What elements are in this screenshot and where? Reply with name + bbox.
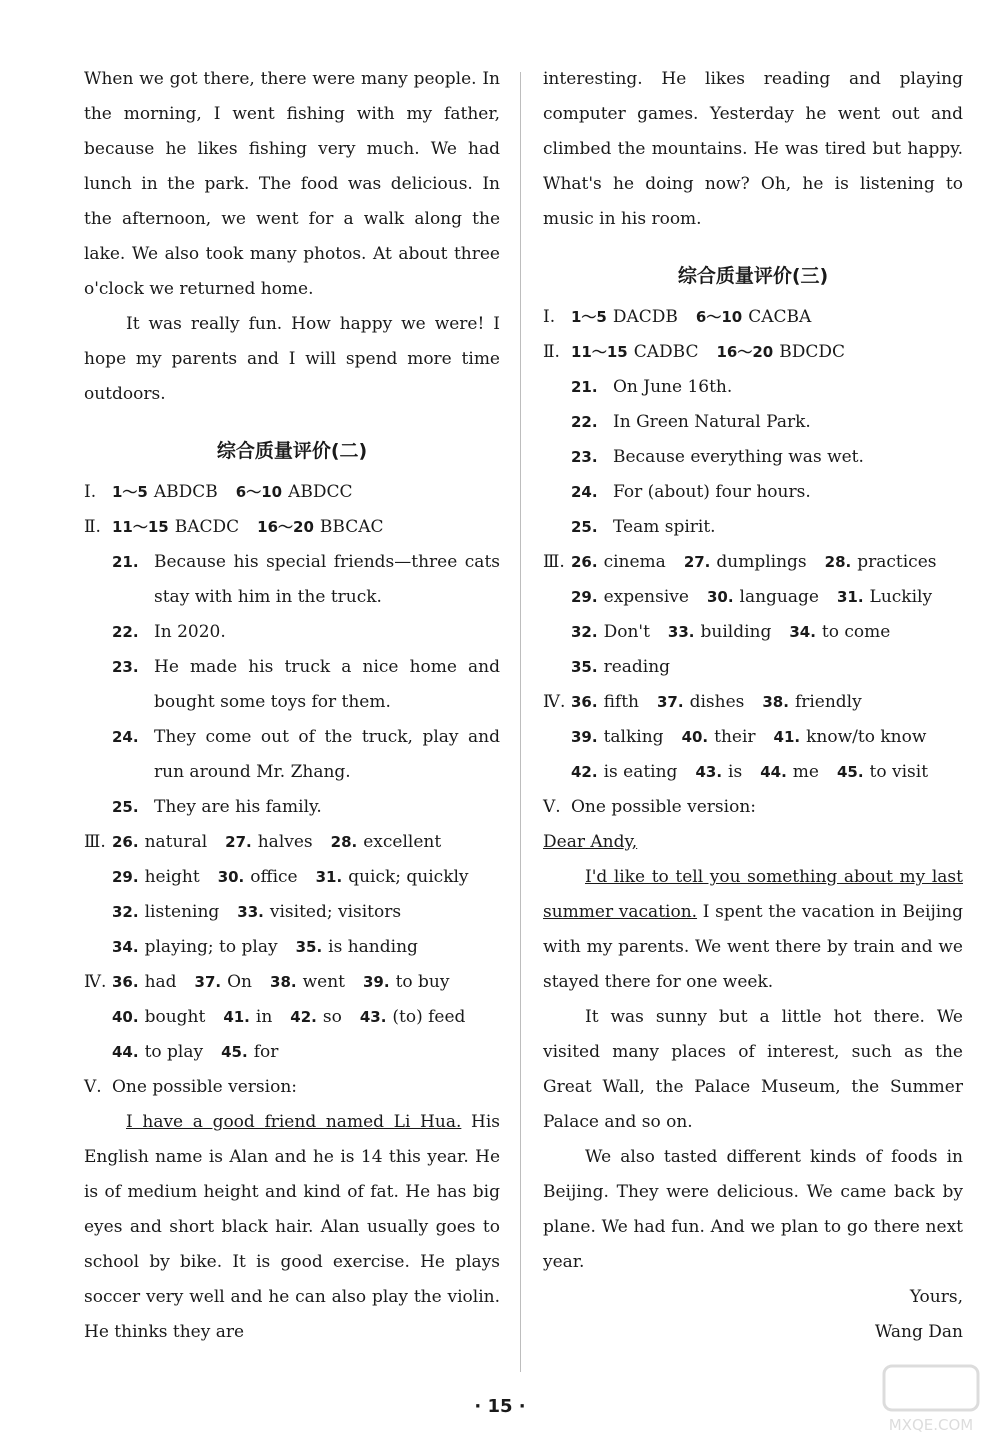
question-number: 40. bbox=[112, 1008, 139, 1026]
answer-text: office bbox=[250, 867, 298, 887]
question-number: 35. bbox=[571, 658, 598, 676]
essay-paragraph: When we got there, there were many people. In the morning, I went fishing with my father, because he likes fishing very much. We had lunch in the park. The food was delicious. In the afternoon, we went for a walk along the lake. We also took many photos. At about three o'clock we returned home. bbox=[84, 69, 500, 299]
answer-text: On June 16th. bbox=[613, 377, 733, 397]
blank-answer-row bbox=[84, 1035, 500, 1070]
part-3-answers bbox=[543, 545, 963, 685]
question-number: 32. bbox=[112, 903, 139, 921]
blank-answer-row bbox=[84, 895, 500, 930]
blank-answer-row bbox=[84, 825, 500, 860]
question-number: 26. bbox=[571, 553, 598, 571]
answer-text: reading bbox=[603, 657, 671, 677]
answer-text: halves bbox=[257, 832, 313, 852]
answer-text: to buy bbox=[395, 972, 450, 992]
answer-text: to come bbox=[821, 622, 891, 642]
question-number: 41. bbox=[223, 1008, 250, 1026]
letter-paragraph: We also tasted different kinds of foods in Beijing. They were delicious. We came back by plane. We had fun. And we plan to go there next year. bbox=[543, 1147, 963, 1272]
watermark-frame bbox=[884, 1366, 978, 1410]
essay-paragraph: It was really fun. How happy we were! I hope my parents and I will spend more time outdoors. bbox=[84, 314, 500, 404]
answer-text: natural bbox=[144, 832, 208, 852]
question-number: 43. bbox=[359, 1008, 387, 1026]
qa-item bbox=[571, 440, 963, 475]
section-title-3: 综合质量评价(三) bbox=[677, 265, 829, 287]
answer-text: is eating bbox=[603, 762, 678, 782]
qa-item bbox=[112, 545, 500, 615]
blank-answer-row bbox=[84, 1000, 500, 1035]
answer-text: is handing bbox=[328, 937, 418, 957]
answer-text: so bbox=[322, 1007, 342, 1027]
answer-text: He made his truck a nice home and bought some toys for them. bbox=[154, 657, 500, 712]
part-roman: Ⅲ. bbox=[84, 832, 106, 852]
answer-text: For (about) four hours. bbox=[613, 482, 811, 502]
question-number: 24. bbox=[112, 728, 139, 746]
answer-text: listening bbox=[144, 902, 220, 922]
part-3-answers bbox=[84, 825, 500, 965]
answer-text: for bbox=[253, 1042, 279, 1062]
section-title-2: 综合质量评价(二) bbox=[216, 440, 368, 462]
letter-paragraph: I'd like to tell you something about my last summer vacation. I spent the vacation in Beijing with my parents. We went there by train and we stayed there for one week. bbox=[543, 867, 963, 992]
qa-item bbox=[571, 405, 963, 440]
question-number: 33. bbox=[237, 903, 264, 921]
question-number: 22. bbox=[571, 413, 598, 431]
answer-text: to play bbox=[144, 1042, 204, 1062]
answer-text: had bbox=[144, 972, 177, 992]
qa-item bbox=[571, 510, 963, 545]
answer-text: height bbox=[144, 867, 200, 887]
answer-text: excellent bbox=[363, 832, 442, 852]
answer-text: They are his family. bbox=[154, 797, 322, 817]
answer-text: talking bbox=[603, 727, 664, 747]
answer-text: They come out of the truck, play and run around Mr. Zhang. bbox=[154, 727, 500, 782]
blank-answer-row bbox=[543, 615, 963, 650]
answer-text: friendly bbox=[794, 692, 862, 712]
question-number: 37. bbox=[194, 973, 222, 991]
question-number: 34. bbox=[112, 938, 139, 956]
part-5-label: Ⅴ. One possible version: bbox=[543, 797, 756, 817]
left-column bbox=[84, 62, 500, 1350]
answer-text: Because everything was wet. bbox=[613, 447, 864, 467]
question-number: 25. bbox=[112, 798, 139, 816]
column-divider bbox=[520, 72, 521, 1372]
question-number: 42. bbox=[571, 763, 598, 781]
blank-answer-row bbox=[543, 545, 963, 580]
qa-item bbox=[571, 475, 963, 510]
answer-text: language bbox=[739, 587, 819, 607]
answer-text: Team spirit. bbox=[613, 517, 716, 537]
question-number: 36. bbox=[112, 973, 139, 991]
question-number: 35. bbox=[295, 938, 323, 956]
answer-text: In Green Natural Park. bbox=[613, 412, 811, 432]
right-column bbox=[543, 62, 963, 1350]
question-number: 45. bbox=[221, 1043, 248, 1061]
part-4-answers bbox=[543, 685, 963, 790]
answer-text: building bbox=[700, 622, 772, 642]
answer-text: Don't bbox=[603, 622, 650, 642]
question-number: 26. bbox=[112, 833, 139, 851]
question-number: 38. bbox=[270, 973, 297, 991]
part-roman: Ⅳ. bbox=[84, 972, 107, 992]
question-number: 29. bbox=[112, 868, 139, 886]
answer-text: In 2020. bbox=[154, 622, 226, 642]
question-number: 41. bbox=[773, 728, 801, 746]
question-number: 23. bbox=[112, 658, 139, 676]
letter-paragraph: It was sunny but a little hot there. We visited many places of interest, such as the Great Wall, the Palace Museum, the Summer Palace and so on. bbox=[543, 1007, 963, 1132]
blank-answer-row bbox=[84, 930, 500, 965]
part-4-answers bbox=[84, 965, 500, 1070]
answer-text: to visit bbox=[869, 762, 929, 782]
answer-text: visited; visitors bbox=[269, 902, 402, 922]
question-number: 44. bbox=[760, 763, 787, 781]
qa-item bbox=[112, 650, 500, 720]
question-number: 40. bbox=[681, 728, 709, 746]
qa-list bbox=[543, 370, 963, 545]
qa-item bbox=[112, 615, 500, 650]
answer-text: cinema bbox=[603, 552, 666, 572]
blank-answer-row bbox=[84, 860, 500, 895]
question-number: 36. bbox=[571, 693, 598, 711]
answer-text: know/to know bbox=[806, 727, 927, 747]
question-number: 28. bbox=[824, 553, 852, 571]
watermark-logo bbox=[876, 1360, 986, 1440]
question-number: 42. bbox=[290, 1008, 317, 1026]
question-number: 39. bbox=[571, 728, 598, 746]
question-number: 23. bbox=[571, 448, 598, 466]
part-2-answers: Ⅱ. 11～15 BACDC 16～20 BBCAC bbox=[84, 517, 384, 537]
essay-paragraph: interesting. He likes reading and playing computer games. Yesterday he went out and climbed the mountains. He was tired but happy. What's he doing now? Oh, he is listening to music in his room. bbox=[543, 69, 963, 229]
question-number: 38. bbox=[762, 693, 789, 711]
part-roman: Ⅲ. bbox=[543, 552, 565, 572]
qa-item bbox=[112, 790, 500, 825]
part-roman: Ⅳ. bbox=[543, 692, 566, 712]
part-1-answers: Ⅰ. 1～5 DACDB 6～10 CACBA bbox=[543, 307, 812, 327]
question-number: 45. bbox=[836, 763, 864, 781]
question-number: 22. bbox=[112, 623, 139, 641]
answer-text: quick; quickly bbox=[348, 867, 469, 887]
blank-answer-row bbox=[543, 720, 963, 755]
question-number: 30. bbox=[706, 588, 734, 606]
question-number: 32. bbox=[571, 623, 598, 641]
answer-text: their bbox=[714, 727, 756, 747]
answer-text: Because his special friends—three cats stay with him in the truck. bbox=[154, 552, 500, 607]
question-number: 24. bbox=[571, 483, 598, 501]
question-number: 30. bbox=[217, 868, 245, 886]
question-number: 29. bbox=[571, 588, 598, 606]
answer-text: playing; to play bbox=[144, 937, 278, 957]
part-5-label: Ⅴ. One possible version: bbox=[84, 1077, 297, 1097]
blank-answer-row bbox=[543, 650, 963, 685]
letter-closing: Yours, bbox=[909, 1287, 963, 1307]
part-1-answers: Ⅰ. 1～5 ABDCB 6～10 ABDCC bbox=[84, 482, 353, 502]
blank-answer-row bbox=[543, 685, 963, 720]
question-number: 27. bbox=[683, 553, 711, 571]
question-number: 33. bbox=[667, 623, 695, 641]
page-number: · 15 · bbox=[474, 1396, 526, 1417]
qa-item bbox=[571, 370, 963, 405]
question-number: 34. bbox=[789, 623, 816, 641]
answer-text: is bbox=[728, 762, 743, 782]
answer-text: practices bbox=[857, 552, 937, 572]
watermark-text: MXQE.COM bbox=[888, 1416, 974, 1434]
question-number: 44. bbox=[112, 1043, 139, 1061]
part-2-answers: Ⅱ. 11～15 CADBC 16～20 BDCDC bbox=[543, 342, 846, 362]
answer-text: bought bbox=[144, 1007, 206, 1027]
letter-signature: Wang Dan bbox=[874, 1322, 963, 1342]
answer-text: in bbox=[255, 1007, 273, 1027]
qa-item bbox=[112, 720, 500, 790]
letter-greeting: Dear Andy, bbox=[543, 832, 638, 852]
question-number: 28. bbox=[330, 833, 358, 851]
answer-text: Luckily bbox=[869, 587, 933, 607]
question-number: 43. bbox=[695, 763, 723, 781]
essay-paragraph: I have a good friend named Li Hua. His English name is Alan and he is 14 this year. He is of medium height and kind of fat. He has big eyes and short black hair. Alan usually goes to school by bike. It is good exercise. He plays soccer very well and he can also play the violin. He thinks they are bbox=[84, 1112, 501, 1342]
question-number: 37. bbox=[657, 693, 684, 711]
question-number: 31. bbox=[836, 588, 864, 606]
question-number: 21. bbox=[571, 378, 598, 396]
answer-text: On bbox=[227, 972, 253, 992]
question-number: 21. bbox=[112, 553, 139, 571]
question-number: 27. bbox=[225, 833, 252, 851]
answer-text: fifth bbox=[603, 692, 639, 712]
answer-text: (to) feed bbox=[392, 1007, 466, 1027]
blank-answer-row bbox=[543, 755, 963, 790]
question-number: 31. bbox=[315, 868, 343, 886]
question-number: 39. bbox=[363, 973, 390, 991]
answer-text: went bbox=[302, 972, 345, 992]
answer-text: me bbox=[792, 762, 819, 782]
qa-list bbox=[84, 545, 500, 825]
answer-text: dishes bbox=[689, 692, 745, 712]
answer-text: expensive bbox=[603, 587, 689, 607]
blank-answer-row bbox=[543, 580, 963, 615]
blank-answer-row bbox=[84, 965, 500, 1000]
question-number: 25. bbox=[571, 518, 598, 536]
answer-text: dumplings bbox=[716, 552, 807, 572]
